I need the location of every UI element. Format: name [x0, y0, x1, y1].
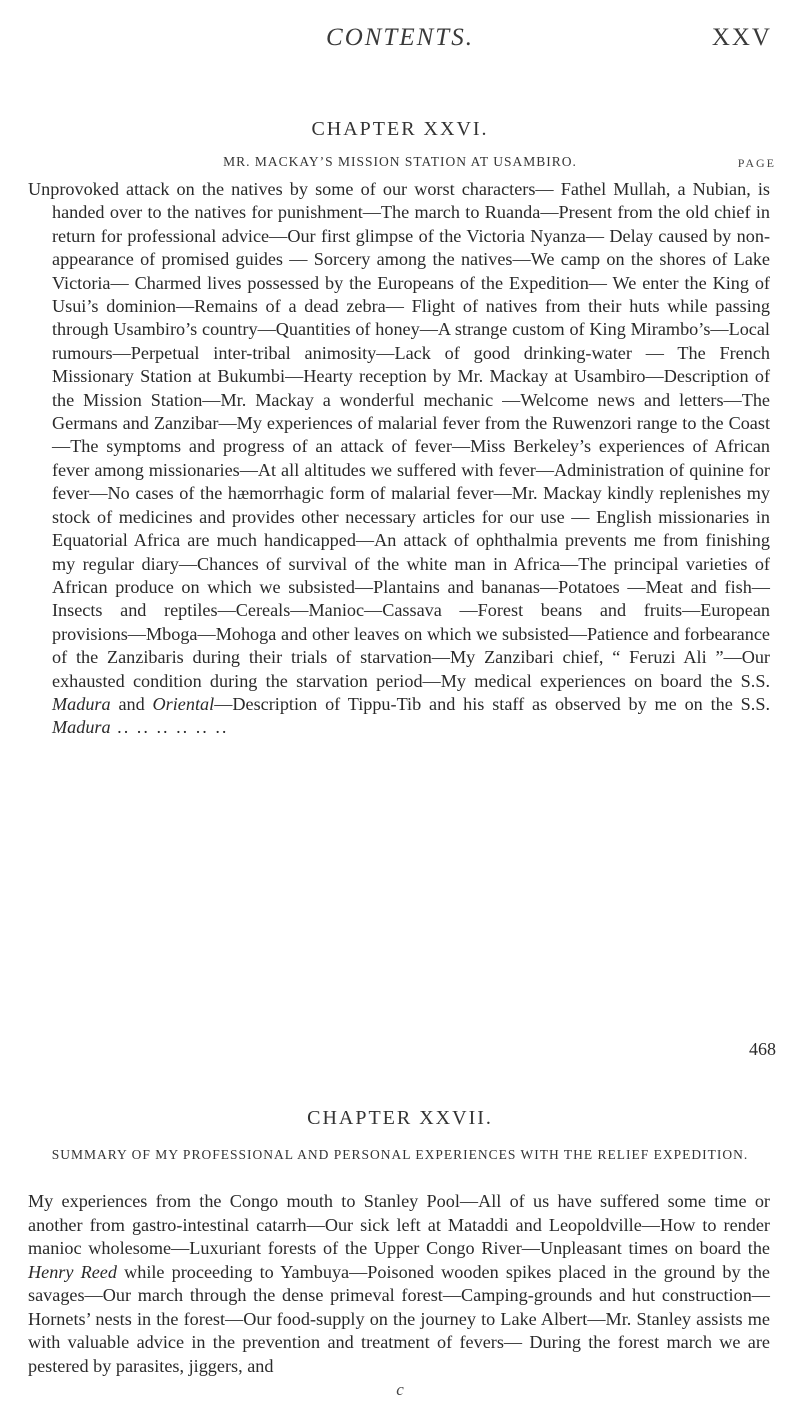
- chapter-26-summary: [28, 178, 770, 740]
- page-folio: XXV: [711, 24, 772, 51]
- chapter-27-summary: [28, 1190, 770, 1378]
- running-title: CONTENTS.: [326, 24, 474, 51]
- chapter-26-page-number: 468: [749, 1039, 776, 1059]
- ship-name-henry-reed: Henry Reed: [28, 1261, 117, 1282]
- printer-signature-mark: c: [396, 1380, 404, 1399]
- ship-name-madura-2: Madura: [52, 717, 111, 738]
- chapter-27-text-a: My experiences from the Congo mouth to Stanley Pool—All of us have suffered some time or another from gastro-intestinal catarrh—Our sick left at Mataddi and Leopoldville—How to render manioc wholesome—Luxuriant forests of the Upper Congo River—Unpleasant times on board the: [28, 1191, 770, 1258]
- ship-name-madura: Madura: [52, 693, 111, 714]
- summary-part-b: and: [110, 693, 153, 714]
- summary-part-c: —Description of Tippu-Tib and his staff as observed by me on the S.S.: [214, 693, 770, 714]
- chapter-27-heading: CHAPTER XXVII.: [307, 1107, 493, 1129]
- ship-name-oriental: Oriental: [152, 693, 215, 714]
- chapter-27-subtitle: SUMMARY OF MY PROFESSIONAL AND PERSONAL EXPERIENCES WITH THE RELIEF EXPEDITION.: [51, 1147, 749, 1162]
- chapter-26-summary-text: [28, 178, 770, 740]
- dot-leaders: .. .. .. .. .. ..: [110, 717, 229, 738]
- chapter-27-text-b: while proceeding to Yambuya—Poisoned wooden spikes placed in the ground by the savages—Our march through the dense primeval forest—Camping-grounds and hut construction—Hornets’ nests in the forest—Our food-supply on the journey to Lake Albert—Mr. Stanley assists me with valuable advice in the prevention and treatment of fevers— During the forest march we are pestered by parasites, jiggers, and: [28, 1261, 770, 1376]
- chapter-26-heading: CHAPTER XXVI.: [311, 118, 489, 140]
- page-header: [0, 18, 800, 68]
- summary-part-a: Unprovoked attack on the natives by some of our worst characters— Fathel Mullah, a Nubian, is handed over to the natives for punishment—The march to Ruanda—Present from the old chief in return for professional advice—Our first glimpse of the Victoria Nyanza— Delay caused by non-appearance of promised guides — Sorcery among the natives—We camp on the shores of Lake Victoria— Charmed lives possessed by the Europeans of the Expedition— We enter the King of Usui’s dominion—Remains of a dead zebra— Flight of natives from their huts while passing through Usambiro’s country—Quantities of honey—A strange custom of King Mirambo’s—Local rumours—Perpetual inter-tribal animosity—Lack of good drinking-water — The French Missionary Station at Bukumbi—Hearty reception by Mr. Mackay at Usambiro—Description of the Mission Station—Mr. Mackay a wonderful mechanic —Welcome news and letters—The Germans and Zanzibar—My experiences of malarial fever from the Ruwenzori range to the Coast—The symptoms and progress of an attack of fever—Miss Berkeley’s experiences of African fever among missionaries—At all altitudes we suffered with fever—Administration of quinine for fever—No cases of the hæmorrhagic form of malarial fever—Mr. Mackay kindly replenishes my stock of medicines and provides other necessary articles for our use — English missionaries in Equatorial Africa are much handicapped—An attack of ophthalmia prevents me from finishing my regular diary—Chances of survival of the white man in Africa—The principal varieties of African produce on which we subsisted—Plantains and bananas—Potatoes —Meat and fish—Insects and reptiles—Cereals—Manioc—Cassava —Forest beans and fruits—European provisions—Mboga—Mohoga and other leaves on which we subsisted—Patience and forbearance of the Zanzibaris during their trials of starvation—My Zanzibari chief, “ Feruzi Ali ”—Our exhausted condition during the starvation period—My medical experiences on board the S.S.: [28, 179, 770, 691]
- page-column-label: PAGE: [737, 156, 776, 170]
- chapter-26-subtitle: MR. MACKAY’S MISSION STATION AT USAMBIRO.: [223, 154, 577, 169]
